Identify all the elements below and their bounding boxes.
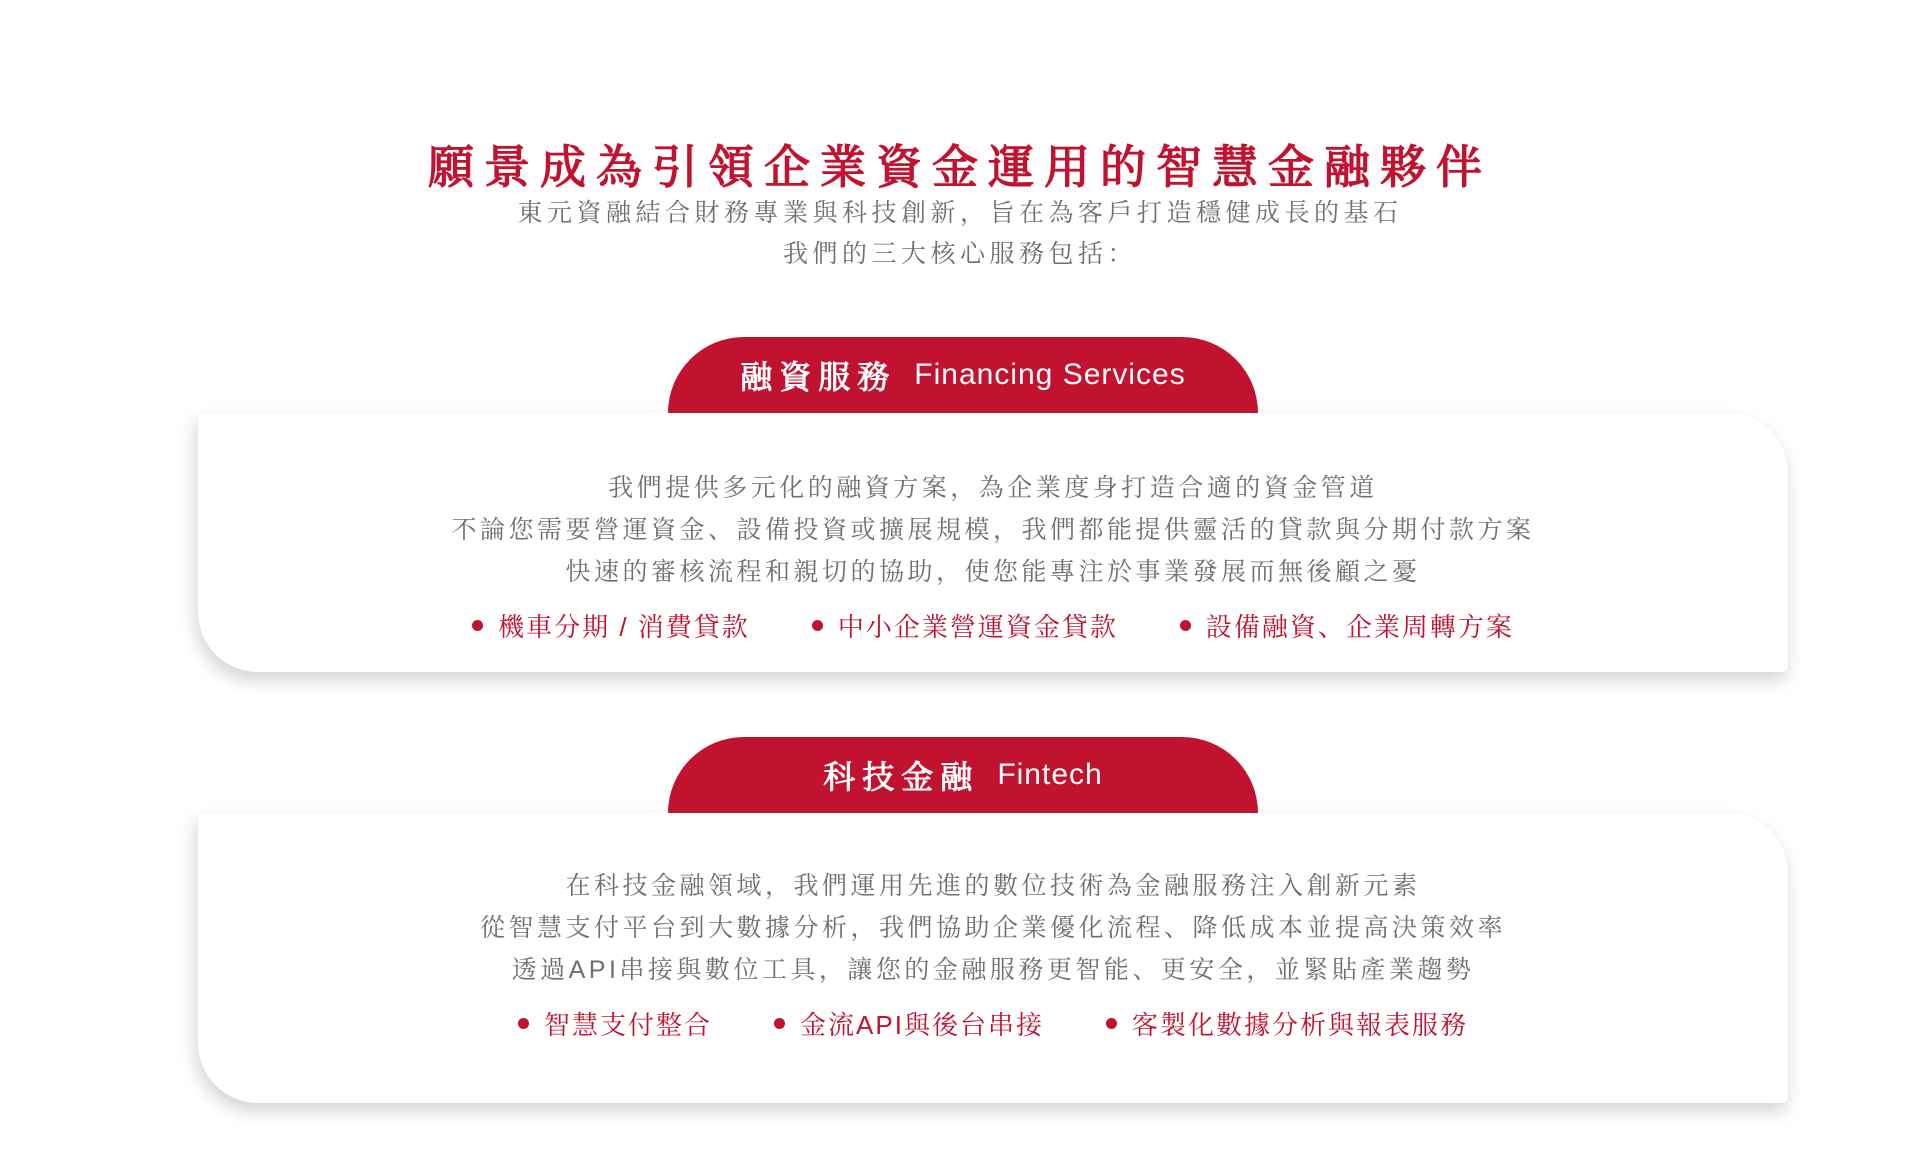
section-financing-services <box>0 337 1920 672</box>
bullet-item <box>472 607 750 644</box>
badge-en-label: Financing Services <box>914 358 1186 391</box>
bullet-list <box>198 1005 1788 1042</box>
bullet-list <box>198 607 1788 644</box>
card-paragraph-line: 快速的審核流程和親切的協助，使您能專注於事業發展而無後顧之憂 <box>565 558 1421 586</box>
bullet-item <box>812 607 1118 644</box>
bullet-item <box>774 1005 1044 1042</box>
bullet-dot-icon <box>812 620 823 631</box>
bullet-item <box>1106 1005 1468 1042</box>
financing-services-badge <box>668 337 1258 413</box>
bullet-dot-icon <box>472 620 483 631</box>
bullet-dot-icon <box>1180 620 1191 631</box>
bullet-label: 智慧支付整合 <box>544 1010 713 1040</box>
financing-services-card <box>198 413 1788 672</box>
bullet-dot-icon <box>518 1018 529 1029</box>
fintech-badge <box>668 737 1258 813</box>
bullet-item <box>518 1005 712 1042</box>
card-paragraph-line: 透過API串接與數位工具，讓您的金融服務更智能、更安全，並緊貼產業趨勢 <box>511 956 1475 984</box>
badge-zh-label: 融資服務 <box>740 359 897 395</box>
bullet-label: 中小企業營運資金貸款 <box>837 612 1118 642</box>
bullet-label: 金流API與後台串接 <box>800 1010 1044 1040</box>
card-paragraph-line: 在科技金融領域，我們運用先進的數位技術為金融服務注入創新元素 <box>565 872 1421 900</box>
bullet-label: 客製化數據分析與報表服務 <box>1131 1010 1468 1040</box>
fintech-card <box>198 813 1788 1103</box>
bullet-dot-icon <box>1106 1018 1117 1029</box>
page-subtitle-line2: 我們的三大核心服務包括： <box>782 240 1137 268</box>
page-subtitle-line1: 東元資融結合財務專業與科技創新，旨在為客戶打造穩健成長的基石 <box>517 199 1403 227</box>
page-title: 願景成為引領企業資金運用的智慧金融夥伴 <box>428 140 1492 193</box>
bullet-item <box>1180 607 1514 644</box>
bullet-label: 設備融資、企業周轉方案 <box>1205 612 1514 642</box>
bullet-dot-icon <box>774 1018 785 1029</box>
card-paragraph-line: 不論您需要營運資金、設備投資或擴展規模，我們都能提供靈活的貸款與分期付款方案 <box>451 516 1535 544</box>
badge-en-label: Fintech <box>997 758 1103 791</box>
card-paragraph-line: 我們提供多元化的融資方案，為企業度身打造合適的資金管道 <box>608 474 1378 502</box>
card-paragraph-line: 從智慧支付平台到大數據分析，我們協助企業優化流程、降低成本並提高決策效率 <box>479 914 1506 942</box>
bullet-label: 機車分期 / 消費貸款 <box>498 612 750 642</box>
section-fintech <box>0 737 1920 1103</box>
badge-zh-label: 科技金融 <box>823 759 980 795</box>
